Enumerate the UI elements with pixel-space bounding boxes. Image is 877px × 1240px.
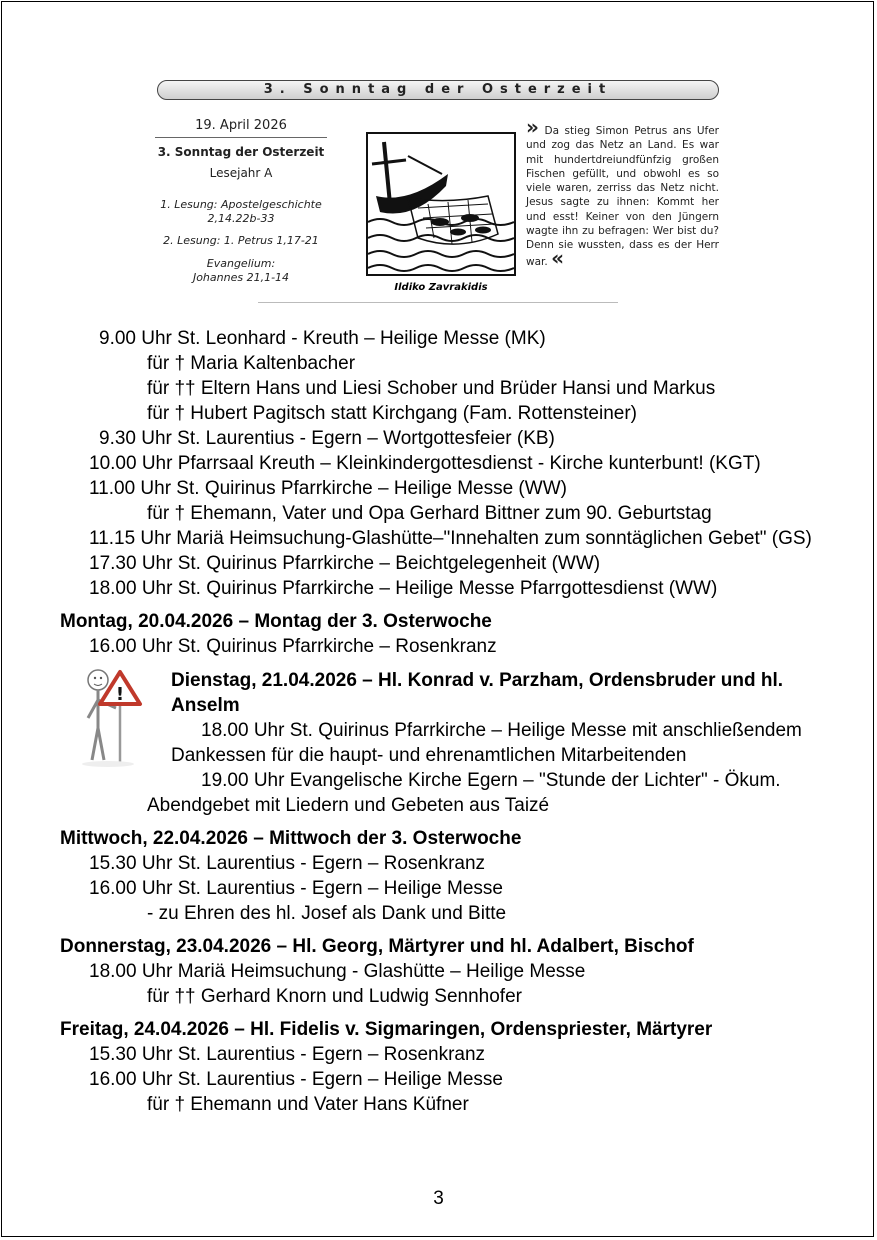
schedule-line: 18.00 Uhr St. Quirinus Pfarrkirche – Heilige Messe Pfarrgottesdienst (WW): [89, 578, 718, 599]
intention-line: - zu Ehren des hl. Josef als Dank und Bitte: [147, 903, 507, 924]
schedule-line: 18.00 Uhr Mariä Heimsuchung - Glashütte – Heilige Messe: [89, 961, 586, 982]
schedule-line: 10.00 Uhr Pfarrsaal Kreuth – Kleinkindergottesdienst - Kirche kunterbunt! (KGT): [89, 453, 761, 474]
intention-line: für † Ehemann und Vater Hans Küfner: [147, 1094, 469, 1115]
section-banner: 3. Sonntag der Osterzeit: [157, 80, 719, 100]
schedule-line: 16.00 Uhr St. Laurentius - Egern – Heilige Messe: [89, 878, 503, 899]
reading-1: 1. Lesung: Apostelgeschichte 2,14.22b-33: [160, 198, 322, 225]
intention-line: für † Ehemann, Vater und Opa Gerhard Bittner zum 90. Geburtstag: [147, 503, 712, 524]
quote-close-mark: «: [551, 245, 564, 270]
warning-figure-icon: [78, 666, 150, 770]
liturgy-year: Lesejahr A: [209, 166, 273, 180]
day-heading-friday: Freitag, 24.04.2026 – Hl. Fidelis v. Sigmaringen, Ordenspriester, Märtyrer: [60, 1019, 713, 1040]
gospel: Evangelium: Johannes 21,1-14: [192, 257, 290, 284]
schedule-line: 16.00 Uhr St. Quirinus Pfarrkirche – Rosenkranz: [89, 636, 497, 657]
intention-line: für †† Gerhard Knorn und Ludwig Sennhofer: [147, 986, 522, 1007]
schedule-line: 9.00 Uhr St. Leonhard - Kreuth – Heilige Messe (MK): [99, 328, 546, 349]
schedule-line: 15.30 Uhr St. Laurentius - Egern – Rosenkranz: [89, 853, 486, 874]
day-heading-tuesday: Dienstag, 21.04.2026 – Hl. Konrad v. Parzham, Ordensbruder und hl.: [171, 670, 784, 691]
day-heading-wednesday: Mittwoch, 22.04.2026 – Mittwoch der 3. Osterwoche: [60, 828, 522, 849]
artist-credit: Ildiko Zavrakidis: [394, 282, 488, 293]
quote-text: Da stieg Simon Petrus ans Ufer und zog das Netz an Land. Es war mit hundertdreiundfünfzig großen Fischen gefüllt, und obwohl es so viele waren, zerriss das Netz nicht. Jesus sagte zu ihnen: Kommt her und esst! Keiner von den Jüngern wagte ihn zu befragen: Wer bist du? Denn sie wussten, dass es der Herr war.: [526, 125, 719, 268]
liturgy-date: 19. April 2026: [155, 118, 327, 138]
liturgy-sunday: 3. Sonntag der Osterzeit: [157, 145, 325, 159]
intention-line: für † Hubert Pagitsch statt Kirchgang (Fam. Rottensteiner): [147, 403, 637, 424]
schedule-line: 16.00 Uhr St. Laurentius - Egern – Heilige Messe: [89, 1069, 503, 1090]
gospel-quote: [526, 115, 719, 270]
quote-open-mark: »: [526, 115, 539, 139]
day-heading-monday: Montag, 20.04.2026 – Montag der 3. Osterwoche: [60, 611, 492, 632]
schedule-line: 17.30 Uhr St. Quirinus Pfarrkirche – Beichtgelegenheit (WW): [89, 553, 601, 574]
intention-line: für † Maria Kaltenbacher: [147, 353, 356, 374]
schedule-line: 11.00 Uhr St. Quirinus Pfarrkirche – Heilige Messe (WW): [89, 478, 567, 499]
schedule-line: 15.30 Uhr St. Laurentius - Egern – Rosenkranz: [89, 1044, 486, 1065]
schedule-line-cont: Abendgebet mit Liedern und Gebeten aus Taizé: [147, 795, 550, 816]
svg-text:!: !: [115, 684, 125, 705]
schedule-line: 19.00 Uhr Evangelische Kirche Egern – "Stunde der Lichter" - Ökum.: [201, 770, 781, 791]
header-divider: [258, 302, 618, 303]
day-heading-tuesday-cont: Anselm: [171, 695, 240, 716]
schedule-line: 11.15 Uhr Mariä Heimsuchung-Glashütte–"Innehalten zum sonntäglichen Gebet" (GS): [89, 528, 812, 549]
liturgy-info: [155, 118, 327, 285]
boat-net-illustration: [366, 132, 516, 276]
intention-line: für †† Eltern Hans und Liesi Schober und Brüder Hansi und Markus: [147, 378, 716, 399]
schedule-line: 9.30 Uhr St. Laurentius - Egern – Wortgottesfeier (KB): [99, 428, 555, 449]
page-number: 3: [433, 1188, 444, 1209]
day-heading-thursday: Donnerstag, 23.04.2026 – Hl. Georg, Märtyrer und hl. Adalbert, Bischof: [60, 936, 694, 957]
schedule-line: 18.00 Uhr St. Quirinus Pfarrkirche – Heilige Messe mit anschließendem: [201, 720, 802, 741]
schedule-line-cont: Dankessen für die haupt- und ehrenamtlichen Mitarbeitenden: [171, 745, 687, 766]
reading-2: 2. Lesung: 1. Petrus 1,17-21: [163, 234, 319, 247]
